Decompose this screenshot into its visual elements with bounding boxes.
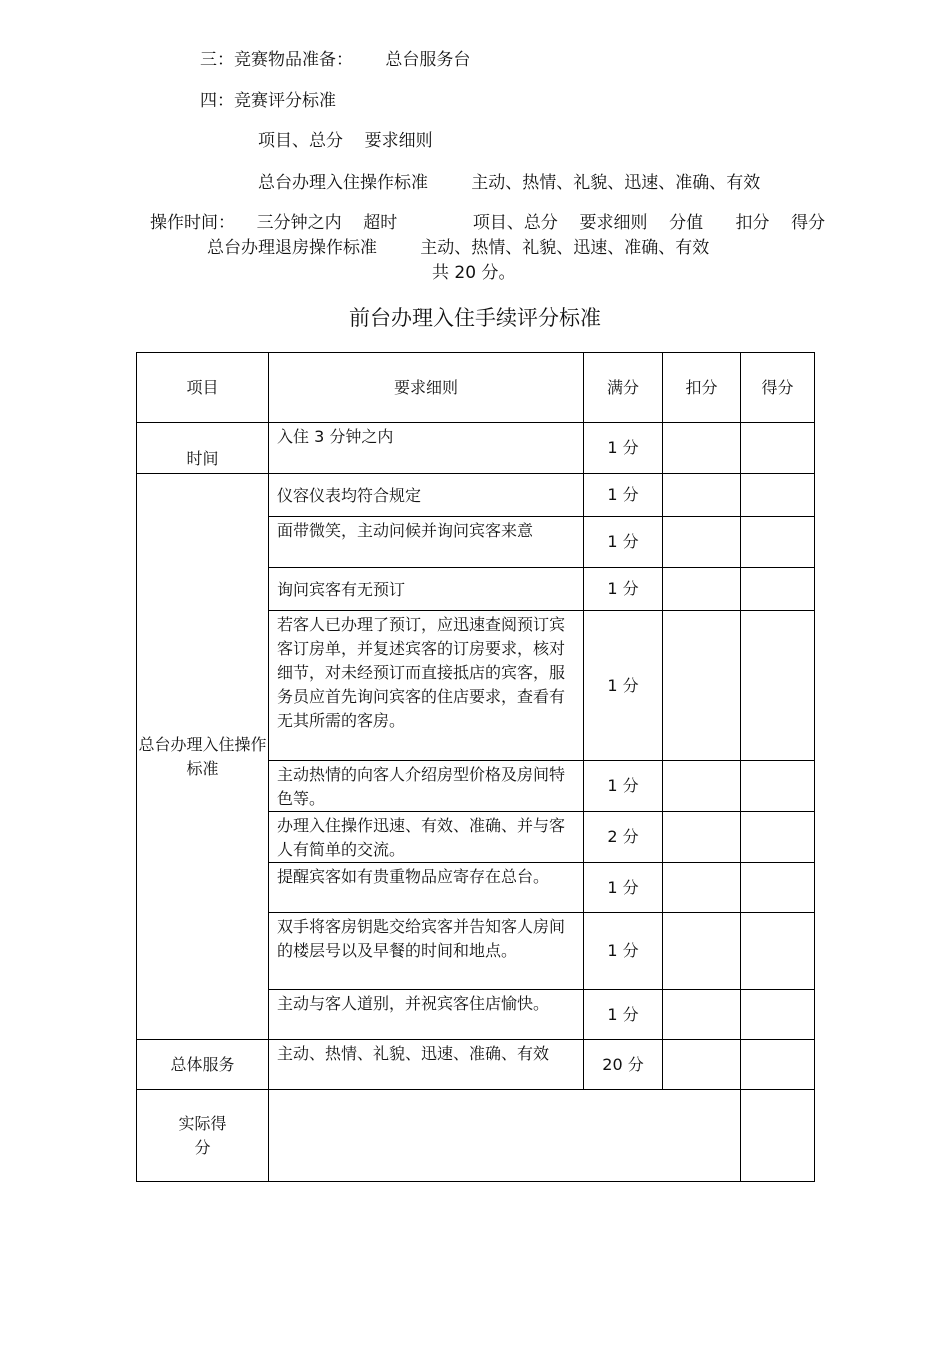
score-cell [741, 568, 815, 611]
points-cell: 1 分 [584, 568, 663, 611]
deduction-cell [663, 812, 741, 863]
score-cell [741, 863, 815, 913]
score-cell [741, 913, 815, 990]
checkin-group-item-cell: 总台办理入住操作标准 [137, 474, 269, 1040]
score-cell [741, 990, 815, 1040]
scoring-table [136, 352, 815, 1182]
score-cell [741, 423, 815, 474]
deduction-cell [663, 423, 741, 474]
table-row [137, 423, 815, 474]
score-cell [741, 611, 815, 761]
points-cell: 1 分 [584, 913, 663, 990]
requirement-cell: 双手将客房钥匙交给宾客并告知客人房间的楼层号以及早餐的时间和地点。 [269, 913, 584, 990]
points-cell: 1 分 [584, 761, 663, 812]
actual-score-blank [269, 1090, 741, 1182]
header-deduction: 扣分 [663, 353, 741, 423]
requirement-cell: 主动、热情、礼貌、迅速、准确、有效 [269, 1040, 584, 1090]
header-full-score: 满分 [584, 353, 663, 423]
deduction-cell [663, 474, 741, 517]
deduction-cell [663, 1040, 741, 1090]
score-cell [741, 517, 815, 568]
actual-score-label [137, 1090, 269, 1182]
deduction-cell [663, 611, 741, 761]
deduction-cell [663, 863, 741, 913]
points-cell: 1 分 [584, 611, 663, 761]
deduction-cell [663, 761, 741, 812]
overall-item-cell: 总体服务 [137, 1040, 269, 1090]
total-points-line: 共 20 分。 [432, 263, 516, 283]
checkout-standard-line: 总台办理退房操作标准 主动、热情、礼貌、迅速、准确、有效 [207, 238, 710, 258]
points-cell: 2 分 [584, 812, 663, 863]
competition-items-line: 三：竞赛物品准备： 总台服务台 [200, 50, 471, 70]
points-cell: 20 分 [584, 1040, 663, 1090]
score-cell [741, 474, 815, 517]
points-cell: 1 分 [584, 474, 663, 517]
checkin-standard-line: 总台办理入住操作标准 主动、热情、礼貌、迅速、准确、有效 [258, 173, 761, 193]
deduction-cell [663, 990, 741, 1040]
score-cell [741, 761, 815, 812]
requirement-cell: 主动与客人道别，并祝宾客住店愉快。 [269, 990, 584, 1040]
actual-score-text: 实际得分 [178, 1113, 227, 1157]
requirement-cell: 询问宾客有无预订 [269, 568, 584, 611]
requirement-cell: 面带微笑，主动问候并询问宾客来意 [269, 517, 584, 568]
score-cell [741, 812, 815, 863]
header-score: 得分 [741, 353, 815, 423]
score-cell [741, 1040, 815, 1090]
deduction-cell [663, 568, 741, 611]
points-cell: 1 分 [584, 990, 663, 1040]
table-header-row [137, 353, 815, 423]
requirement-cell: 入住 3 分钟之内 [269, 423, 584, 474]
deduction-cell [663, 517, 741, 568]
requirement-cell: 提醒宾客如有贵重物品应寄存在总台。 [269, 863, 584, 913]
requirement-cell: 仪容仪表均符合规定 [269, 474, 584, 517]
table-row [137, 1040, 815, 1090]
requirement-cell: 主动热情的向客人介绍房型价格及房间特色等。 [269, 761, 584, 812]
actual-score-cell [741, 1090, 815, 1182]
requirement-cell: 若客人已办理了预订，应迅速查阅预订宾客订房单，并复述宾客的订房要求，核对细节，对未经预订而直接抵店的宾客，服务员应首先询问宾客的住店要求，查看有无其所需的客房。 [269, 611, 584, 761]
table-row [137, 474, 815, 517]
actual-score-row [137, 1090, 815, 1182]
points-cell: 1 分 [584, 517, 663, 568]
table-title: 前台办理入住手续评分标准 [349, 306, 601, 330]
time-item-cell: 时间 [137, 423, 269, 474]
scoring-standard-heading: 四：竞赛评分标准 [200, 91, 336, 111]
header-requirement: 要求细则 [269, 353, 584, 423]
points-cell: 1 分 [584, 423, 663, 474]
item-total-line: 项目、总分 要求细则 [258, 131, 433, 151]
header-item: 项目 [137, 353, 269, 423]
operation-time-line: 操作时间： 三分钟之内 超时 项目、总分 要求细则 分值 扣分 得分 [150, 213, 826, 233]
deduction-cell [663, 913, 741, 990]
points-cell: 1 分 [584, 863, 663, 913]
requirement-cell: 办理入住操作迅速、有效、准确、并与客人有简单的交流。 [269, 812, 584, 863]
